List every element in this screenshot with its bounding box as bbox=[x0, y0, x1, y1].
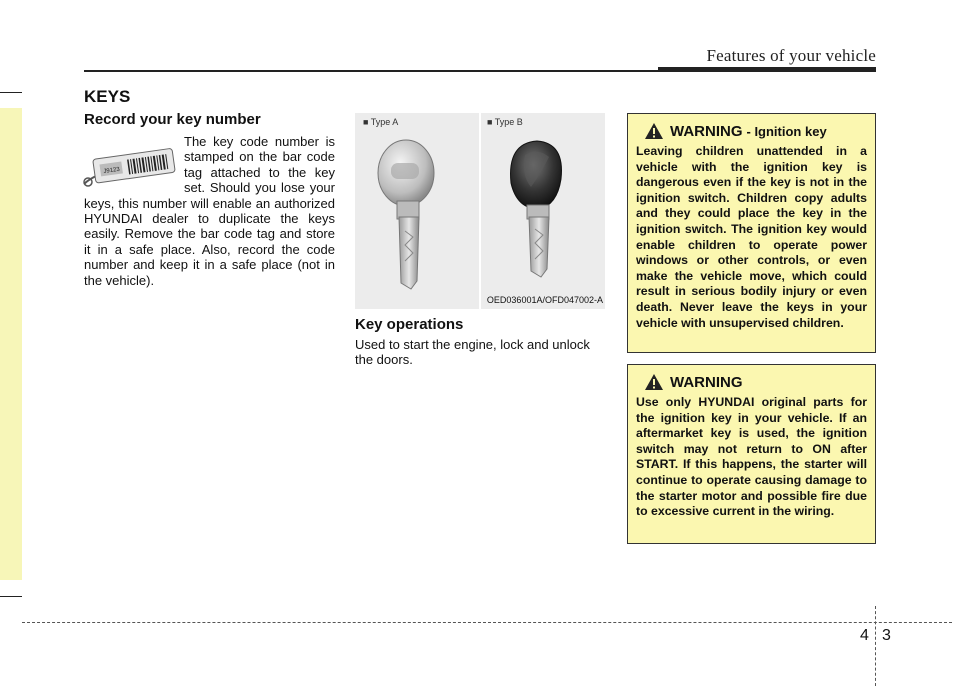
operations-body-text: Used to start the engine, lock and unlock the doors. bbox=[355, 337, 590, 368]
key-type-a-label: ■ Type A bbox=[363, 117, 399, 127]
footer-page-separator bbox=[875, 606, 876, 686]
warning-triangle-icon bbox=[644, 373, 664, 391]
key-type-b-label: ■ Type B bbox=[487, 117, 523, 127]
key-type-b-panel bbox=[481, 113, 605, 309]
chapter-header-title: Features of your vehicle bbox=[706, 46, 876, 65]
side-tick-top bbox=[0, 92, 22, 93]
warning-original-parts-box bbox=[627, 364, 876, 544]
side-tick-bottom bbox=[0, 596, 22, 597]
warning1-subtitle: - Ignition key bbox=[746, 123, 827, 139]
footer-rule bbox=[22, 622, 952, 623]
warning2-header bbox=[636, 373, 867, 391]
warning1-header bbox=[636, 122, 867, 140]
key-types-image bbox=[355, 113, 605, 309]
tag-code: J9123 bbox=[103, 166, 121, 175]
chapter-number: 4 bbox=[860, 627, 869, 644]
operations-heading: Key operations bbox=[355, 316, 464, 333]
key-type-a-panel bbox=[355, 113, 479, 309]
key-operations-section bbox=[355, 316, 605, 368]
side-margin-strip bbox=[0, 108, 22, 580]
header-rule-accent bbox=[658, 67, 876, 72]
warning1-title: WARNING bbox=[670, 122, 743, 140]
section-title: KEYS bbox=[84, 87, 131, 106]
warning2-title: WARNING bbox=[670, 373, 743, 391]
record-heading: Record your key number bbox=[84, 111, 261, 128]
warning-triangle-icon bbox=[644, 122, 664, 140]
page-number: 3 bbox=[882, 627, 891, 644]
key-type-b-icon bbox=[481, 113, 605, 309]
record-key-number-section bbox=[84, 111, 335, 288]
warning1-text: Leaving children unattended in a vehicle with the ignition key is dangerous even if the key is not in the ignition switch. Children copy adults and they could place the key in the ignition switch. The ignition key would enable children to operate power windows or other controls, or even make the vehicle move, which could result in serious bodily injury or even death. Never leave the keys in your vehicle with unsupervised children. bbox=[636, 144, 867, 330]
key-type-a-icon bbox=[355, 113, 479, 309]
key-image-caption: OED036001A/OFD047002-A bbox=[486, 295, 603, 305]
barcode-tag-image bbox=[82, 140, 178, 194]
warning2-text: Use only HYUNDAI original parts for the ignition key in your vehicle. If an aftermarket key is used, the ignition switch may not return to ON after START. If this happens, the starter will continue to operate causing damage to the starter motor and possible fire due to excessive current in the wiring. bbox=[636, 395, 867, 519]
record-body-text: The key code number is stamped on the bar code tag attached to the key set. Should you lose your keys, this number will enable an authorized HYUNDAI dealer to duplicate the keys easily. Remove the bar code tag and store it in a safe place. Also, record the code number and keep it in a safe place (not in the vehicle). bbox=[84, 134, 335, 288]
warning-ignition-key-box bbox=[627, 113, 876, 353]
